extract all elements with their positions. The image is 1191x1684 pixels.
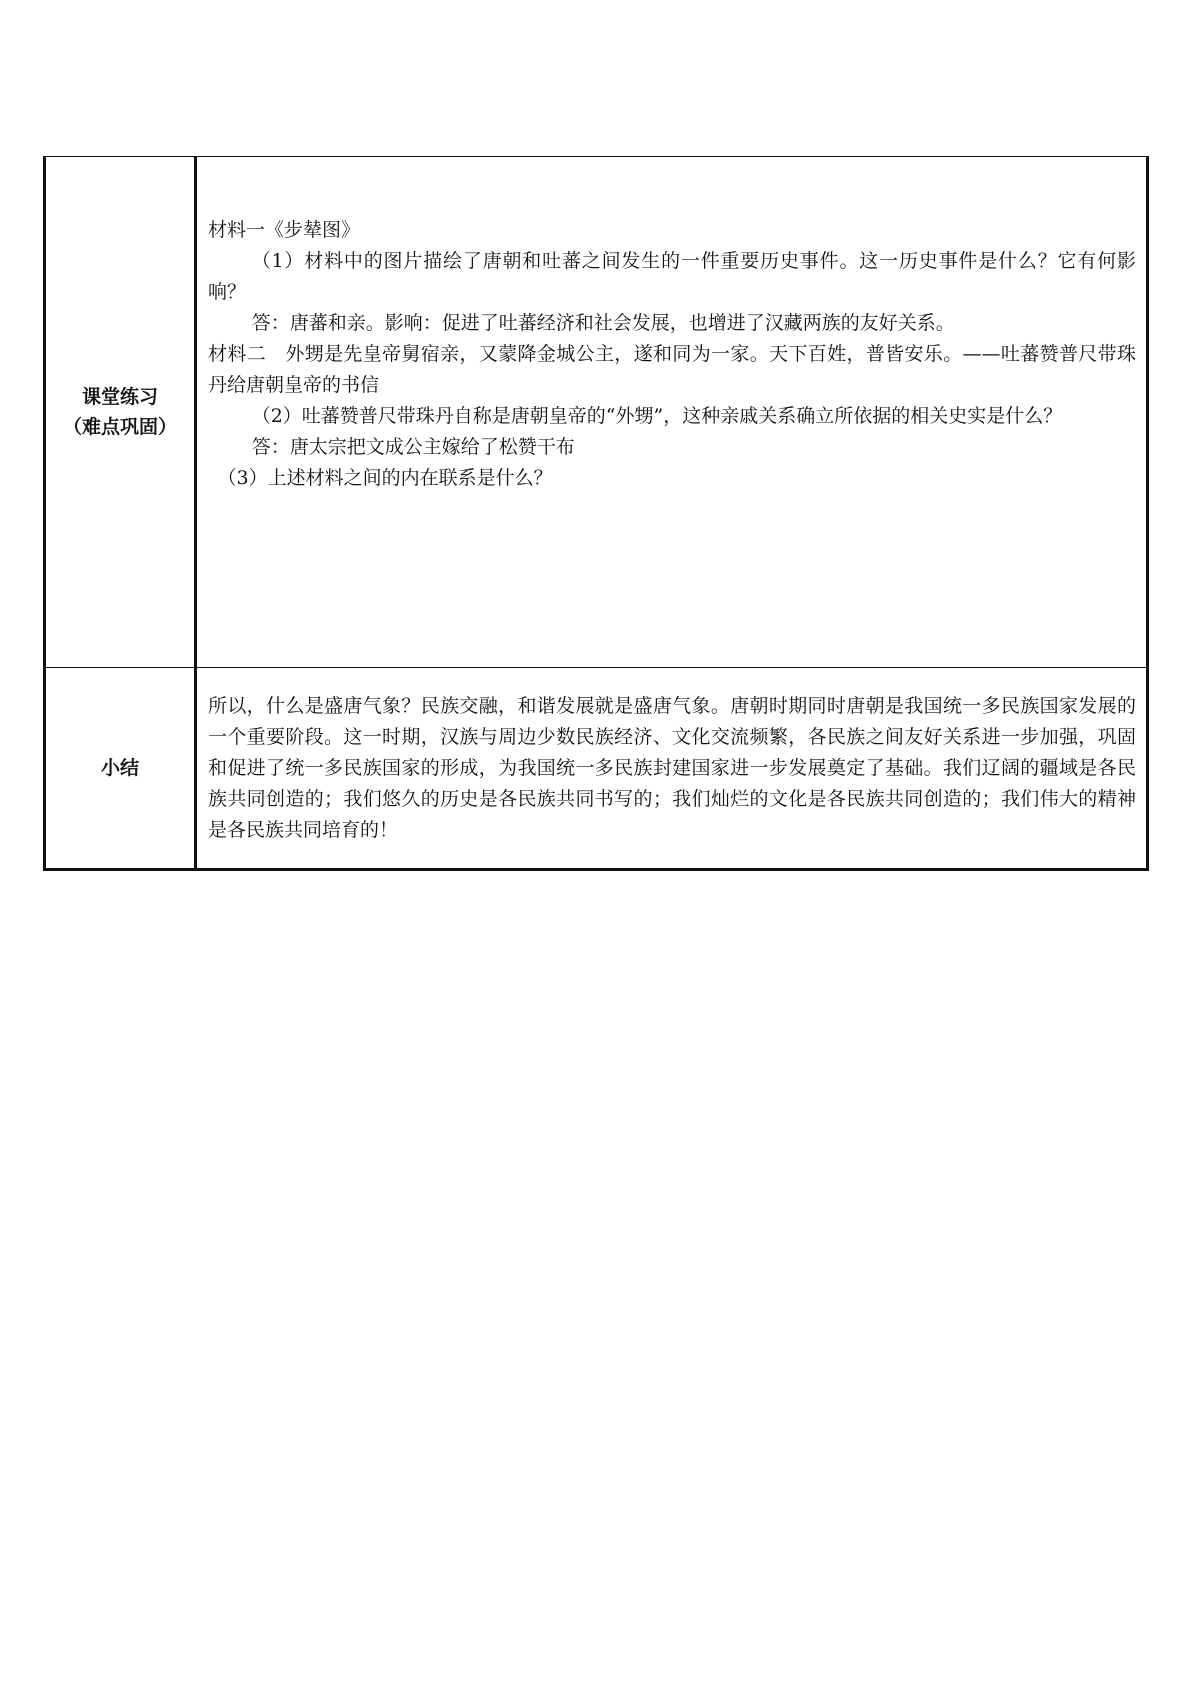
summary-content [196,668,1148,870]
answer-two: 答：唐太宗把文成公主嫁给了松赞干布 [251,436,575,458]
lesson-table [43,156,1149,871]
label-practice-title: 课堂练习 [81,386,158,408]
material-one-title: 材料一《步辇图》 [208,219,361,241]
material-two: 材料二 外甥是先皇帝舅宿亲，又蒙降金城公主，遂和同为一家。天下百姓，普皆安乐。——吐蕃赞普尺带珠丹给唐朝皇帝的书信 [208,343,1136,396]
label-summary-title: 小结 [100,757,139,779]
answer-one: 答：唐蕃和亲。影响：促进了吐蕃经济和社会发展，也增进了汉藏两族的友好关系。 [251,312,955,334]
row-label-summary [45,668,196,870]
table-row-summary [45,668,1148,870]
row-label-practice [45,157,196,668]
practice-content [196,157,1148,668]
question-three: （3）上述材料之间的内在联系是什么？ [217,467,553,489]
summary-text: 所以，什么是盛唐气象？民族交融，和谐发展就是盛唐气象。唐朝时期同时唐朝是我国统一多民族国家发展的一个重要阶段。这一时期，汉族与周边少数民族经济、文化交流频繁，各民族之间友好关系进一步加强，巩固和促进了统一多民族国家的形成，为我国统一多民族封建国家进一步发展奠定了基础。我们辽阔的疆域是各民族共同创造的；我们悠久的历史是各民族共同书写的；我们灿烂的文化是各民族共同创造的；我们伟大的精神是各民族共同培育的！ [208,694,1136,841]
question-two: （2）吐蕃赞普尺带珠丹自称是唐朝皇帝的“外甥”，这种亲戚关系确立所依据的相关史实是什么？ [251,405,1063,427]
table-row-practice [45,157,1148,668]
question-one: （1）材料中的图片描绘了唐朝和吐蕃之间发生的一件重要历史事件。这一历史事件是什么？它有何影响？ [208,250,1136,303]
label-practice-subtitle: （难点巩固） [62,416,177,438]
